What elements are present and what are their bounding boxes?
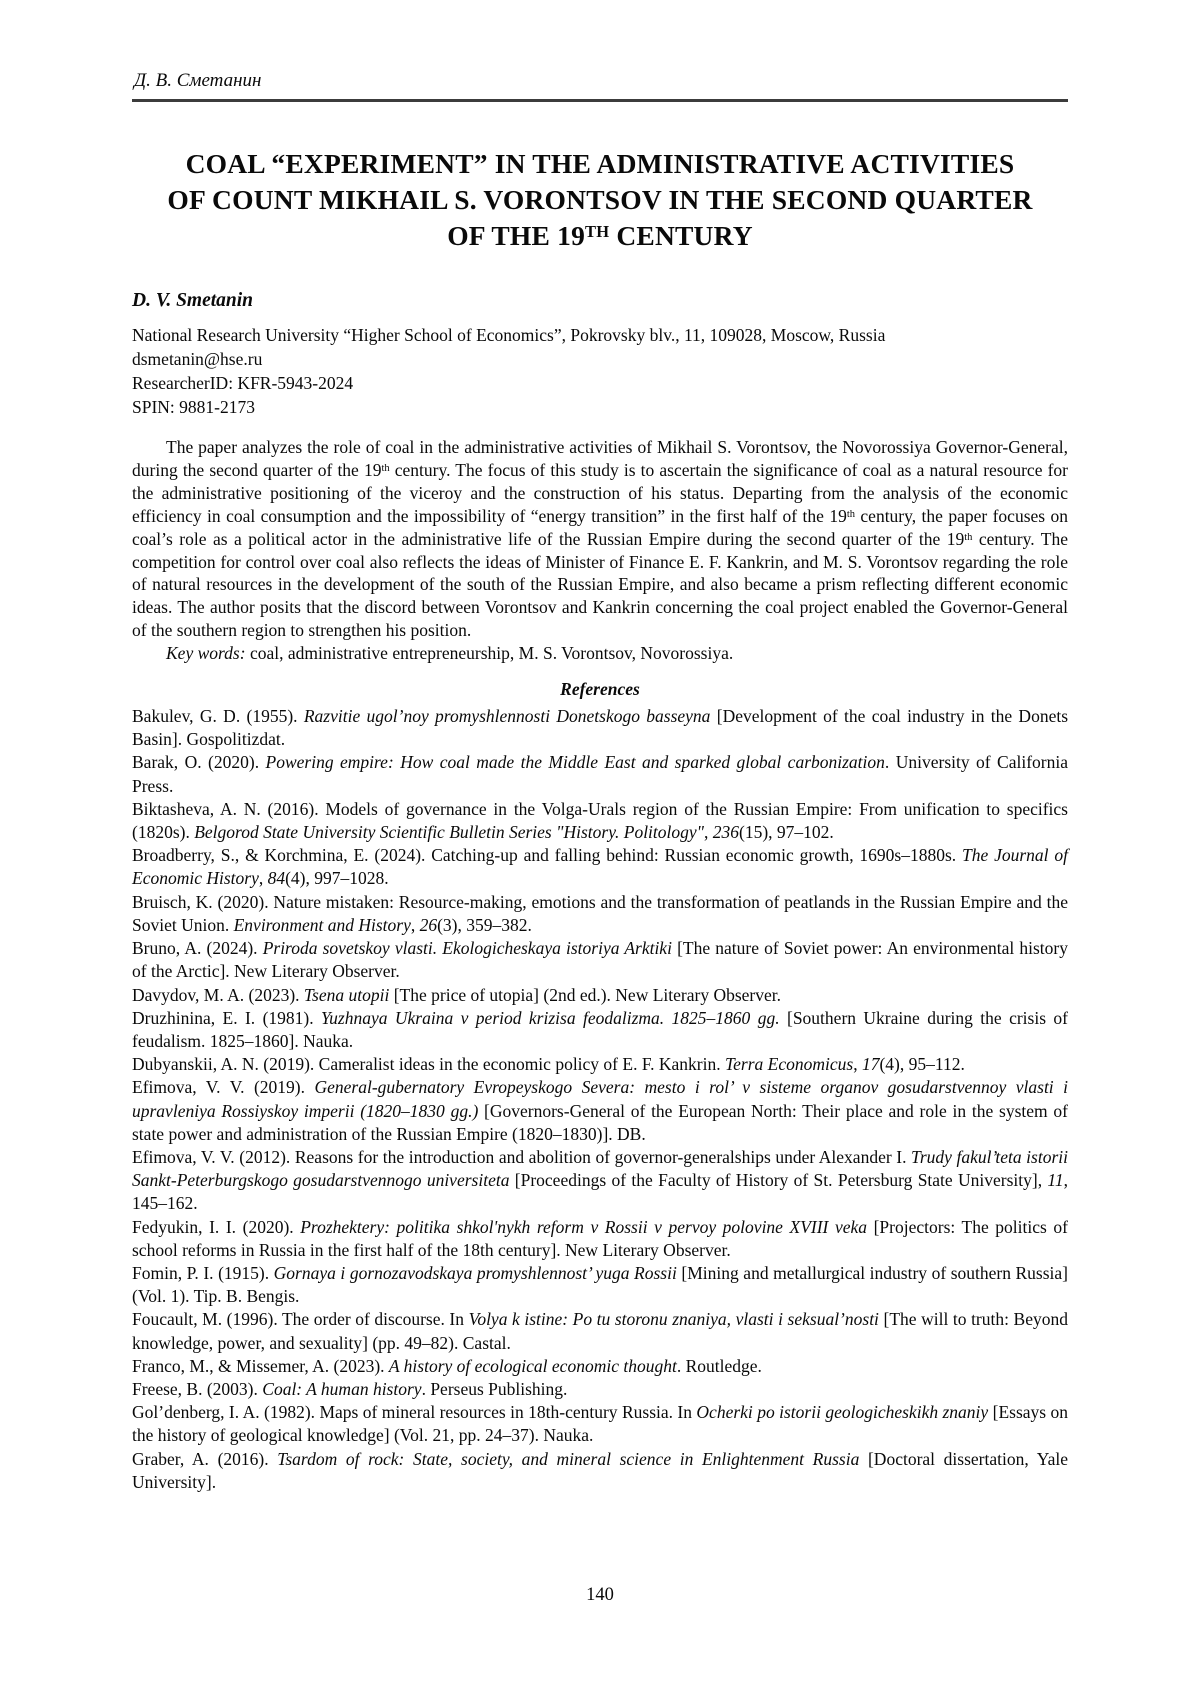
- author-name: D. V. Smetanin: [132, 290, 254, 311]
- reference-entry: Foucault, M. (1996). The order of discourse. In Volya k istine: Po tu storonu znaniya, vlasti i seksual’nosti [The will to truth: Beyond knowledge, power, and sexuality] (pp. 49–82). Castal.: [132, 1309, 1068, 1353]
- reference-entry: Bruisch, K. (2020). Nature mistaken: Resource-making, emotions and the transformation of peatlands in the Russian Empire and the Soviet Union. Environment and History, 26(3), 359–382.: [132, 891, 1068, 935]
- author-email: dsmetanin@hse.ru: [132, 349, 263, 369]
- article-title: [132, 146, 1068, 254]
- reference-entry: Dubyanskii, A. N. (2019). Cameralist ideas in the economic policy of E. F. Kankrin. Terra Economicus, 17(4), 95–112.: [132, 1054, 965, 1075]
- spin-code: SPIN: 9881-2173: [132, 397, 255, 417]
- reference-entry: Graber, A. (2016). Tsardom of rock: State, society, and mineral science in Enlightenment Russia [Doctoral dissertation, Yale University].: [132, 1448, 1068, 1492]
- reference-entry: Bruno, A. (2024). Priroda sovetskoy vlasti. Ekologicheskaya istoriya Arktiki [The nature of Soviet power: An environmental history of the Arctic]. New Literary Observer.: [132, 938, 1068, 982]
- reference-entry: Biktasheva, A. N. (2016). Models of governance in the Volga-Urals region of the Russian Empire: From unification to specifics (1820s). Belgorod State University Scientific Bulletin Series "History. Politology", 236(15), 97–102.: [132, 798, 1068, 843]
- title-line-2: OF COUNT MIKHAIL S. VORONTSOV IN THE SECOND QUARTER: [167, 184, 1033, 215]
- title-line-1: COAL “EXPERIMENT” IN THE ADMINISTRATIVE ACTIVITIES: [185, 148, 1015, 179]
- page-number: 140: [586, 1585, 614, 1605]
- abstract-paragraph: The paper analyzes the role of coal in the administrative activities of Mikhail S. Vorontsov, the Novorossiya Governor-General, during the second quarter of the 19th century. The focus of this study is to ascertain the significance of coal as a natural resource for the administrative positioning of the viceroy and the construction of his status. Departing from the analysis of the economic efficiency in coal consumption and the impossibility of “energy transition” in the first half of the 19th century, the paper focuses on coal’s role as a political actor in the administrative life of the Russian Empire during the second quarter of the 19th century. The competition for control over coal also reflects the ideas of Minister of Finance E. F. Kankrin, and M. S. Vorontsov regarding the role of natural resources in the development of the south of the Russian Empire, and also became a prism reflecting different economic ideas. The author posits that the discord between Vorontsov and Kankrin concerning the coal project enabled the Governor-General of the southern region to strengthen his position.: [132, 437, 1069, 641]
- references-list: [132, 705, 1068, 1494]
- researcher-id: ResearcherID: KFR-5943-2024: [132, 373, 354, 393]
- author-meta: [132, 323, 1068, 419]
- references-heading: References: [560, 679, 640, 700]
- reference-entry: Fedyukin, I. I. (2020). Prozhektery: politika shkol'nykh reform v Rossii v pervoy polovine XVIII veka [Projectors: The politics of school reforms in Russia in the first half of the 18th century]. New Literary Observer.: [132, 1216, 1068, 1260]
- reference-entry: Efimova, V. V. (2012). Reasons for the introduction and abolition of governor-generalships under Alexander I. Trudy fakul’teta istorii Sankt-Peterburgskogo gosudarstvennogo universiteta [Proceedings of the Faculty of History of St. Petersburg State University], 11, 145–162.: [132, 1146, 1068, 1214]
- reference-entry: Bakulev, G. D. (1955). Razvitie ugol’noy promyshlennosti Donetskogo basseyna [Development of the coal industry in the Donets Basin]. Gospolitizdat.: [132, 706, 1069, 750]
- reference-entry: Davydov, M. A. (2023). Tsena utopii [The price of utopia] (2nd ed.). New Literary Observer.: [132, 984, 781, 1005]
- reference-entry: Barak, O. (2020). Powering empire: How coal made the Middle East and sparked global carbonization. University of California Press.: [132, 752, 1068, 796]
- reference-entry: Broadberry, S., & Korchmina, E. (2024). Catching-up and falling behind: Russian economic growth, 1690s–1880s. The Journal of Economic History, 84(4), 997–1028.: [132, 845, 1068, 889]
- keywords-line: Key words: coal, administrative entrepreneurship, M. S. Vorontsov, Novorossiya.: [166, 643, 734, 664]
- reference-entry: Druzhinina, E. I. (1981). Yuzhnaya Ukraina v period krizisa feodalizma. 1825–1860 gg. [Southern Ukraine during the crisis of feudalism. 1825–1860]. Nauka.: [132, 1007, 1068, 1051]
- reference-entry: Franco, M., & Missemer, A. (2023). A history of ecological economic thought. Routledge.: [132, 1355, 762, 1376]
- reference-entry: Fomin, P. I. (1915). Gornaya i gornozavodskaya promyshlennost’ yuga Rossii [Mining and metallurgical industry of southern Russia] (Vol. 1). Tip. B. Bengis.: [132, 1262, 1069, 1307]
- header-rule: [132, 99, 1068, 102]
- affiliation: National Research University “Higher School of Economics”, Pokrovsky blv., 11, 109028, Moscow, Russia: [132, 325, 886, 345]
- title-line-3: OF THE 19TH CENTURY: [447, 220, 753, 251]
- reference-entry: Freese, B. (2003). Coal: A human history. Perseus Publishing.: [132, 1378, 568, 1399]
- running-head: Д. В. Сметанин: [134, 70, 262, 91]
- reference-entry: Efimova, V. V. (2019). General-gubernatory Evropeyskogo Severa: mesto i rol’ v sisteme organov gosudarstvennoy vlasti i upravleniya Rossiyskoy imperii (1820–1830 gg.) [Governors-General of the European North: Their place and role in the system of state power and administration of the Russian Empire (1820–1830)]. DB.: [132, 1077, 1069, 1144]
- reference-entry: Gol’denberg, I. A. (1982). Maps of mineral resources in 18th-century Russia. In Ocherki po istorii geologicheskikh znaniy [Essays on the history of geological knowledge] (Vol. 21, pp. 24–37). Nauka.: [132, 1402, 1069, 1446]
